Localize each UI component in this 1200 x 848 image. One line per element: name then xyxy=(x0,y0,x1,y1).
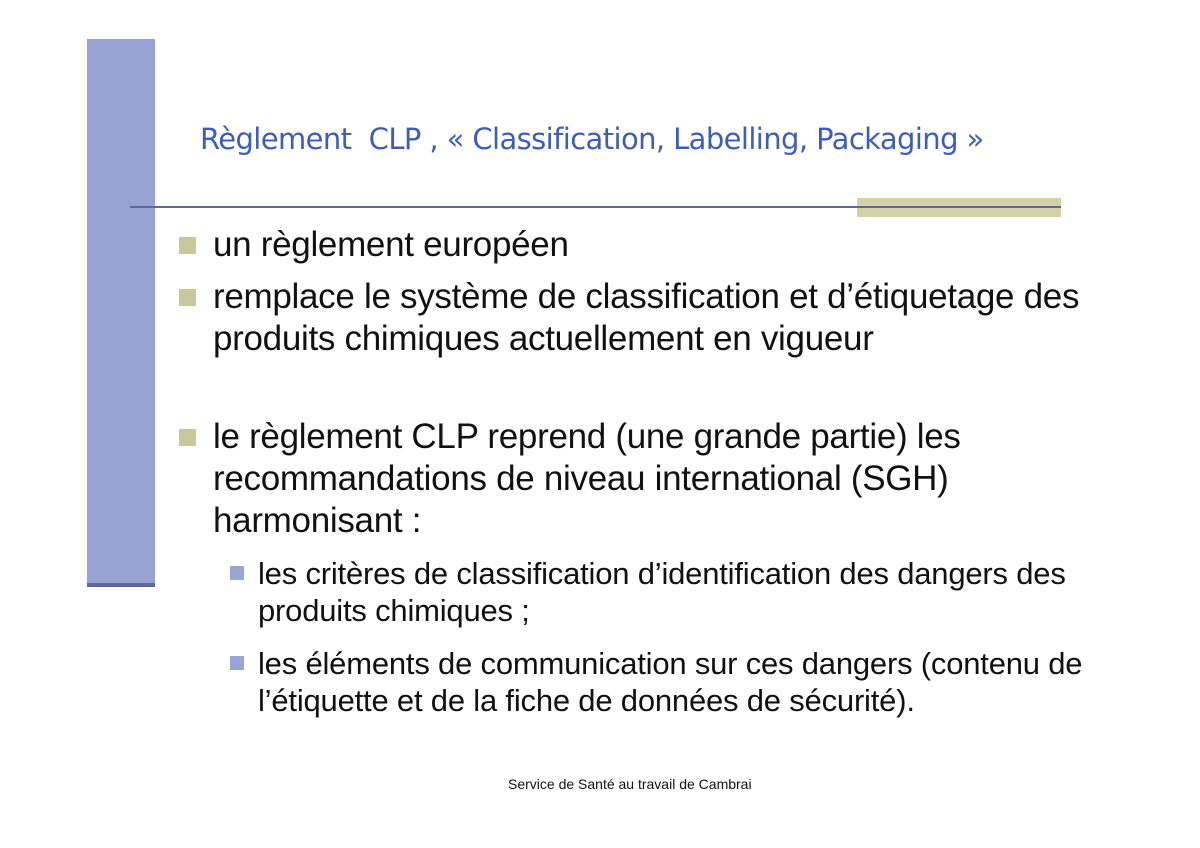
square-sub-bullet-icon xyxy=(230,566,244,580)
square-bullet-icon xyxy=(179,429,196,446)
sub-bullet-item xyxy=(258,645,1108,719)
bullet-item xyxy=(213,276,1103,360)
slide-title: Règlement CLP , « Classification, Labelling, Packaging » xyxy=(200,122,984,156)
title-divider-accent-line xyxy=(857,206,1061,208)
decorative-side-bar xyxy=(87,39,155,585)
bullet-text: un règlement européen xyxy=(213,225,569,264)
sub-bullet-text: les critères de classification d’identification des dangers des produits chimiques ; xyxy=(258,556,1066,628)
sub-bullet-item xyxy=(258,555,1068,629)
square-sub-bullet-icon xyxy=(230,656,244,670)
square-bullet-icon xyxy=(179,237,196,254)
sub-bullet-text: les éléments de communication sur ces dangers (contenu de l’étiquette et de la fiche de données de sécurité). xyxy=(258,646,1083,718)
footer-text: Service de Santé au travail de Cambrai xyxy=(508,776,752,792)
bullet-item xyxy=(213,416,1103,542)
square-bullet-icon xyxy=(179,289,196,306)
bullet-text: le règlement CLP reprend (une grande partie) les recommandations de niveau international (SGH) harmonisant : xyxy=(213,417,961,540)
side-bar-bottom-edge xyxy=(87,583,155,587)
bullet-item xyxy=(213,224,1103,266)
bullet-text: remplace le système de classification et d’étiquetage des produits chimiques actuellement en vigueur xyxy=(213,277,1080,358)
